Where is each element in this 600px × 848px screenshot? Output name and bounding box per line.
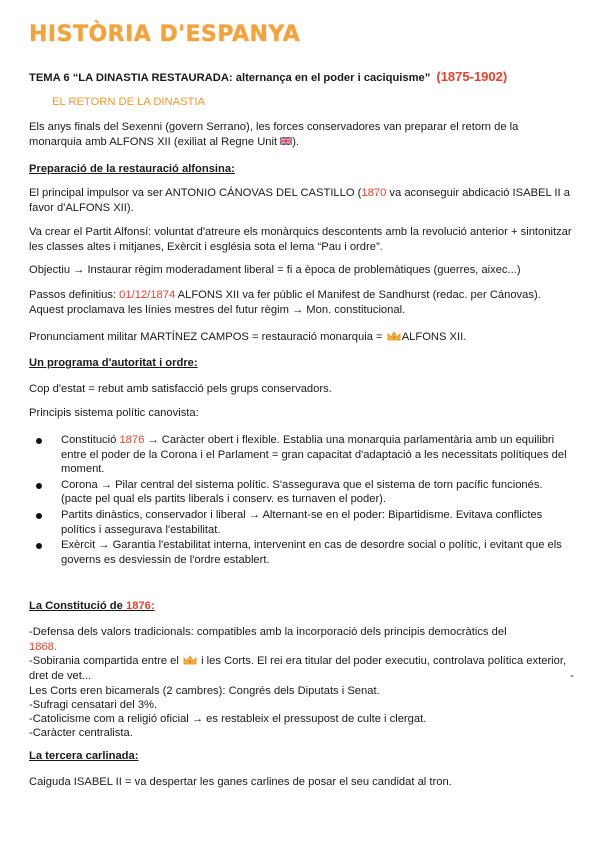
intro-paragraph (29, 120, 574, 149)
text: Corona → Pilar central del sistema polític. S'assegurava que el sistema de torn pacífic funcionés. (pacte pel qual els partits liberals i conserv. es turnaven el poder). (61, 478, 543, 506)
section-heading-constitucio (29, 600, 155, 612)
paragraph-carlinada: Caiguda ISABEL II = va despertar les ganes carlines de posar el seu candidat al tron. (29, 776, 452, 788)
text: va aconseguir abdicació ISABEL II a favor d'ALFONS XII). (29, 187, 570, 214)
crown-icon (183, 655, 197, 665)
crown-icon (387, 331, 401, 341)
year-highlight: 1868. (29, 640, 57, 653)
paragraph-cop-estat: Cop d'estat = rebut amb satisfacció pels grups conservadors. (29, 383, 332, 395)
paragraph-canovas (29, 186, 574, 215)
text: Constitució (61, 434, 120, 446)
text: La Constitució de (29, 600, 126, 612)
principles-list (29, 433, 574, 568)
bullet-icon (36, 483, 42, 489)
bullet-icon (36, 543, 42, 549)
text: → Caràcter obert i flexible. Establia una monarquia parlamentària amb un equilibri entre el poder de la Corona i el Parlament = gran capacitat d'adaptació a les necessitats polítiques del moment. (61, 434, 567, 476)
paragraph-pronunciament (29, 330, 574, 345)
list-item (29, 538, 574, 567)
text: ALFONS XII. (401, 331, 467, 343)
text: Pronunciament militar MARTÍNEZ CAMPOS = restauració monarquia = (29, 331, 386, 343)
text: ALFONS XII va fer públic el Manifest de Sandhurst (redac. per Cánovas). Aquest proclamava les línies mestres del futur règim → Mon. constitucional. (29, 289, 541, 316)
year-highlight: 1870 (361, 187, 387, 199)
section-heading-preparacio: Preparació de la restauració alfonsina: (29, 163, 235, 175)
dash: - (570, 670, 574, 682)
page-title: HISTÒRIA D'ESPANYA (29, 22, 301, 47)
constitution-line-2 (29, 654, 574, 683)
constitution-line-4: -Sufragi censatari del 3%. (29, 699, 158, 711)
text: -Defensa dels valors tradicionals: compatibles amb la incorporació dels principis democràtics del (29, 626, 507, 638)
list-item (29, 478, 574, 507)
paragraph-passos (29, 288, 574, 317)
text: El principal impulsor va ser ANTONIO CÁNOVAS DEL CASTILLO ( (29, 187, 362, 199)
unit-label: TEMA 6 “LA DINASTIA RESTAURADA: alternança en el poder i caciquisme” (29, 72, 431, 84)
text: Partits dinàstics, conservador i liberal → Alternant-se en el poder: Bipartidisme. Evitava conflictes polítics i assegurava l'estabilitat. (61, 508, 543, 536)
unit-years: (1875-1902) (436, 69, 508, 84)
constitution-line-1 (29, 625, 574, 654)
uk-flag-icon (280, 137, 292, 145)
date-highlight: 01/12/1874 (119, 289, 176, 301)
bullet-icon (36, 513, 42, 519)
text: i les Corts. El rei era titular del poder executiu, controlava política exterior, dret de vet... (29, 655, 567, 682)
paragraph-partit-alfonsi: Va crear el Partit Alfonsí: voluntat d'atreure els monàrquics descontents amb la revolució anterior + sintonitzar les classes altes i mitjanes, Exèrcit i església sota el lema “Pau i ordre”. (29, 226, 572, 253)
year-highlight: 1876: (125, 600, 155, 612)
constitution-line-3: Les Corts eren bicamerals (2 cambres): Congrés dels Diputats i Senat. (29, 685, 380, 697)
paragraph-objectiu: Objectiu → Instaurar règim moderadament liberal = fi a època de problemàtiques (guerres, aixec...) (29, 264, 521, 276)
constitution-line-6: -Caràcter centralista. (29, 727, 133, 739)
text: Exèrcit → Garantia l'estabilitat interna, intervenint en cas de desordre social o polític, i evitant que els governs es desviessin de l'ordre establert. (61, 539, 562, 566)
section-subtitle: EL RETORN DE LA DINASTIA (52, 96, 205, 108)
unit-heading (29, 69, 589, 84)
bullet-icon (36, 438, 42, 444)
section-heading-programa: Un programa d'autoritat i ordre: (29, 357, 198, 369)
year-highlight: 1876 (119, 434, 145, 446)
text: Passos definitius: (29, 289, 120, 301)
intro-text-end: ). (292, 135, 300, 148)
list-item (29, 433, 574, 477)
constitution-line-5: -Catolicisme com a religió oficial → es restableix el pressupost de culte i clergat. (29, 713, 427, 725)
section-heading-carlinada: La tercera carlinada: (29, 750, 139, 762)
paragraph-principis: Principis sistema polític canovista: (29, 407, 199, 419)
list-item (29, 508, 574, 537)
text: -Sobirania compartida entre el (29, 655, 182, 667)
intro-text: Els anys finals del Sexenni (govern Serrano), les forces conservadores van preparar el retorn de la monarquia amb ALFONS XII (exiliat al Regne Unit (29, 121, 519, 148)
